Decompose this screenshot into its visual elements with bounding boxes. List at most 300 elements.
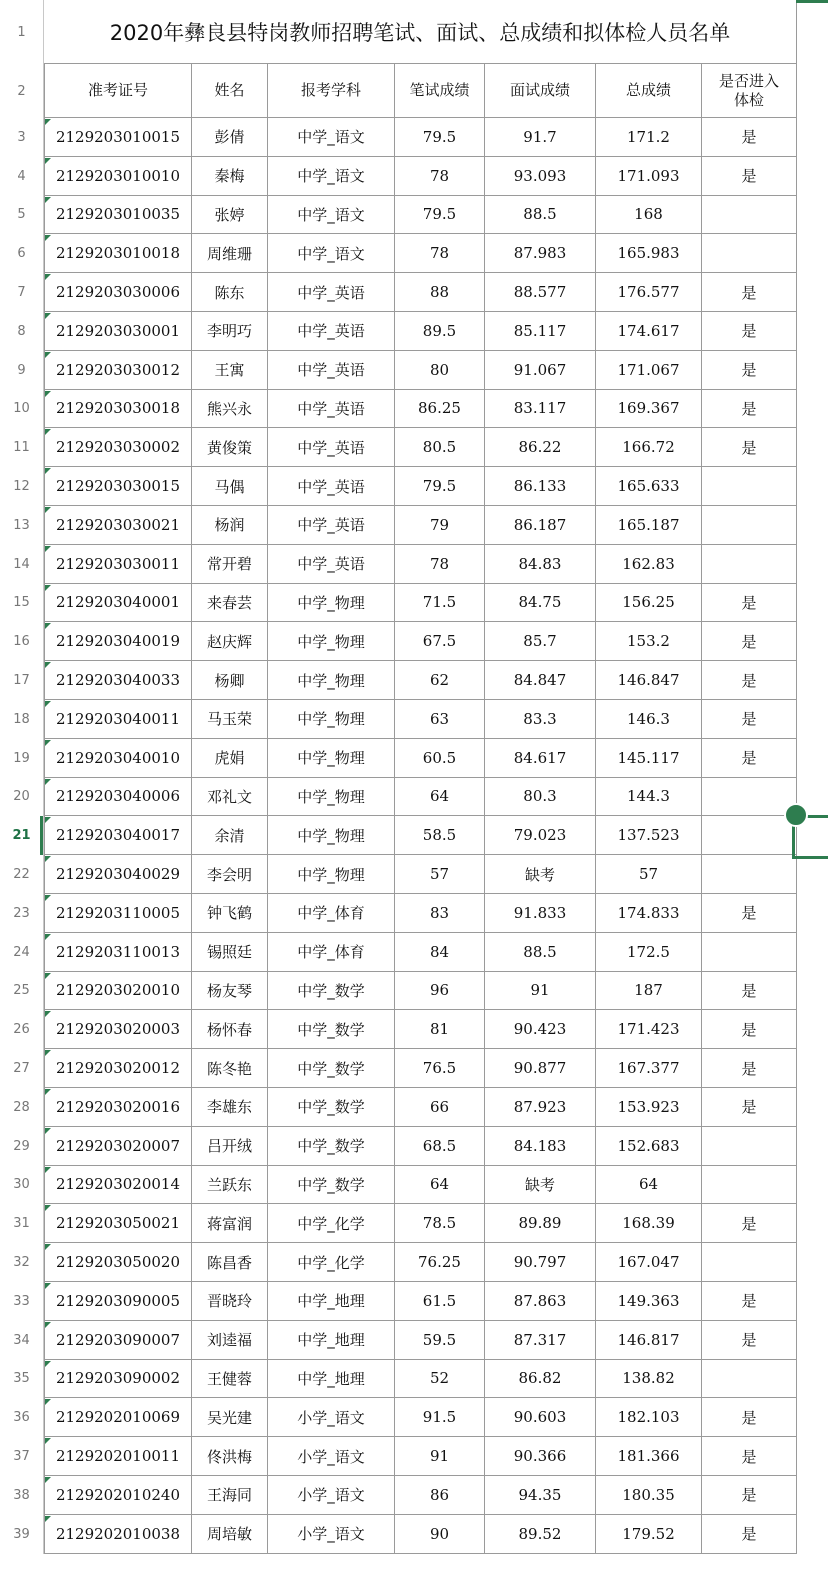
subject-cell[interactable]: 中学_物理 [268,816,395,855]
written-score-cell[interactable]: 67.5 [395,622,485,661]
exam-id-cell[interactable]: 2129203020012 [44,1049,192,1088]
row-number[interactable]: 19 [0,739,44,778]
total-score-cell[interactable]: 181.366 [596,1437,702,1476]
written-score-cell[interactable]: 96 [395,972,485,1011]
subject-cell[interactable]: 小学_语文 [268,1437,395,1476]
exam-id-cell[interactable]: 2129202010069 [44,1398,192,1437]
subject-cell[interactable]: 中学_语文 [268,234,395,273]
name-cell[interactable]: 杨润 [192,506,268,545]
name-cell[interactable]: 赵庆辉 [192,622,268,661]
name-cell[interactable]: 王寓 [192,351,268,390]
total-score-cell[interactable]: 153.923 [596,1088,702,1127]
row-number[interactable]: 28 [0,1088,44,1127]
exam-id-cell[interactable]: 2129203040001 [44,584,192,623]
written-score-cell[interactable]: 78 [395,545,485,584]
medical-exam-cell[interactable] [702,545,797,584]
written-score-cell[interactable]: 90 [395,1515,485,1554]
medical-exam-cell[interactable] [702,234,797,273]
row-number[interactable]: 36 [0,1398,44,1437]
exam-id-cell[interactable]: 2129203040010 [44,739,192,778]
subject-cell[interactable]: 小学_语文 [268,1515,395,1554]
exam-id-cell[interactable]: 2129203010035 [44,196,192,235]
column-header-written-score[interactable]: 笔试成绩 [395,64,485,118]
subject-cell[interactable]: 中学_英语 [268,351,395,390]
exam-id-cell[interactable]: 2129203040029 [44,855,192,894]
name-cell[interactable]: 余清 [192,816,268,855]
exam-id-cell[interactable]: 2129203010010 [44,157,192,196]
exam-id-cell[interactable]: 2129203090007 [44,1321,192,1360]
row-number[interactable]: 2 [0,64,44,118]
interview-score-cell[interactable]: 90.423 [485,1010,596,1049]
medical-exam-cell[interactable]: 是 [702,1049,797,1088]
medical-exam-cell[interactable]: 是 [702,118,797,157]
name-cell[interactable]: 邓礼文 [192,778,268,817]
total-score-cell[interactable]: 172.5 [596,933,702,972]
interview-score-cell[interactable]: 79.023 [485,816,596,855]
row-number[interactable]: 32 [0,1243,44,1282]
interview-score-cell[interactable]: 93.093 [485,157,596,196]
written-score-cell[interactable]: 57 [395,855,485,894]
subject-cell[interactable]: 中学_地理 [268,1282,395,1321]
medical-exam-cell[interactable]: 是 [702,622,797,661]
row-number[interactable]: 5 [0,196,44,235]
medical-exam-cell[interactable]: 是 [702,1437,797,1476]
total-score-cell[interactable]: 179.52 [596,1515,702,1554]
medical-exam-cell[interactable]: 是 [702,273,797,312]
row-number[interactable]: 1 [0,0,44,64]
row-number[interactable]: 30 [0,1166,44,1205]
medical-exam-cell[interactable]: 是 [702,1010,797,1049]
written-score-cell[interactable]: 63 [395,700,485,739]
exam-id-cell[interactable]: 2129203030015 [44,467,192,506]
name-cell[interactable]: 杨友琴 [192,972,268,1011]
interview-score-cell[interactable]: 94.35 [485,1476,596,1515]
exam-id-cell[interactable]: 2129203020010 [44,972,192,1011]
interview-score-cell[interactable]: 84.183 [485,1127,596,1166]
exam-id-cell[interactable]: 2129203040019 [44,622,192,661]
total-score-cell[interactable]: 146.847 [596,661,702,700]
exam-id-cell[interactable]: 2129202010038 [44,1515,192,1554]
total-score-cell[interactable]: 180.35 [596,1476,702,1515]
total-score-cell[interactable]: 146.817 [596,1321,702,1360]
written-score-cell[interactable]: 91.5 [395,1398,485,1437]
row-number[interactable]: 26 [0,1010,44,1049]
total-score-cell[interactable]: 138.82 [596,1360,702,1399]
medical-exam-cell[interactable]: 是 [702,1515,797,1554]
name-cell[interactable]: 常开碧 [192,545,268,584]
total-score-cell[interactable]: 176.577 [596,273,702,312]
column-header-subject[interactable]: 报考学科 [268,64,395,118]
interview-score-cell[interactable]: 87.863 [485,1282,596,1321]
medical-exam-cell[interactable] [702,778,797,817]
total-score-cell[interactable]: 152.683 [596,1127,702,1166]
interview-score-cell[interactable]: 86.133 [485,467,596,506]
subject-cell[interactable]: 中学_英语 [268,390,395,429]
written-score-cell[interactable]: 86 [395,1476,485,1515]
written-score-cell[interactable]: 66 [395,1088,485,1127]
interview-score-cell[interactable]: 83.3 [485,700,596,739]
total-score-cell[interactable]: 156.25 [596,584,702,623]
column-header-interview-score[interactable]: 面试成绩 [485,64,596,118]
written-score-cell[interactable]: 68.5 [395,1127,485,1166]
total-score-cell[interactable]: 166.72 [596,428,702,467]
medical-exam-cell[interactable] [702,1360,797,1399]
name-cell[interactable]: 晋晓玲 [192,1282,268,1321]
name-cell[interactable]: 熊兴永 [192,390,268,429]
row-number[interactable]: 22 [0,855,44,894]
column-header-medical-exam[interactable]: 是否进入体检 [702,64,797,118]
name-cell[interactable]: 兰跃东 [192,1166,268,1205]
total-score-cell[interactable]: 165.187 [596,506,702,545]
row-number[interactable]: 3 [0,118,44,157]
total-score-cell[interactable]: 149.363 [596,1282,702,1321]
row-number[interactable]: 37 [0,1437,44,1476]
exam-id-cell[interactable]: 2129203030021 [44,506,192,545]
interview-score-cell[interactable]: 90.797 [485,1243,596,1282]
name-cell[interactable]: 杨怀春 [192,1010,268,1049]
written-score-cell[interactable]: 78 [395,157,485,196]
total-score-cell[interactable]: 162.83 [596,545,702,584]
exam-id-cell[interactable]: 2129203010015 [44,118,192,157]
written-score-cell[interactable]: 58.5 [395,816,485,855]
total-score-cell[interactable]: 165.633 [596,467,702,506]
written-score-cell[interactable]: 76.25 [395,1243,485,1282]
written-score-cell[interactable]: 60.5 [395,739,485,778]
exam-id-cell[interactable]: 2129203020016 [44,1088,192,1127]
subject-cell[interactable]: 中学_体育 [268,894,395,933]
interview-score-cell[interactable]: 80.3 [485,778,596,817]
name-cell[interactable]: 王健蓉 [192,1360,268,1399]
row-number[interactable]: 17 [0,661,44,700]
subject-cell[interactable]: 中学_语文 [268,157,395,196]
medical-exam-cell[interactable] [702,1127,797,1166]
row-number[interactable]: 8 [0,312,44,351]
name-cell[interactable]: 来春芸 [192,584,268,623]
exam-id-cell[interactable]: 2129203050020 [44,1243,192,1282]
interview-score-cell[interactable]: 91.067 [485,351,596,390]
subject-cell[interactable]: 中学_数学 [268,1166,395,1205]
row-number[interactable]: 6 [0,234,44,273]
subject-cell[interactable]: 中学_物理 [268,700,395,739]
row-number[interactable]: 34 [0,1321,44,1360]
subject-cell[interactable]: 中学_化学 [268,1243,395,1282]
total-score-cell[interactable]: 174.617 [596,312,702,351]
row-number[interactable]: 25 [0,972,44,1011]
total-score-cell[interactable]: 171.093 [596,157,702,196]
medical-exam-cell[interactable]: 是 [702,390,797,429]
exam-id-cell[interactable]: 2129202010011 [44,1437,192,1476]
name-cell[interactable]: 佟洪梅 [192,1437,268,1476]
name-cell[interactable]: 张婷 [192,196,268,235]
subject-cell[interactable]: 中学_地理 [268,1321,395,1360]
written-score-cell[interactable]: 61.5 [395,1282,485,1321]
row-number[interactable]: 10 [0,390,44,429]
written-score-cell[interactable]: 80.5 [395,428,485,467]
medical-exam-cell[interactable]: 是 [702,157,797,196]
interview-score-cell[interactable]: 84.83 [485,545,596,584]
written-score-cell[interactable]: 59.5 [395,1321,485,1360]
row-number[interactable]: 31 [0,1204,44,1243]
medical-exam-cell[interactable]: 是 [702,1398,797,1437]
medical-exam-cell[interactable]: 是 [702,428,797,467]
row-number[interactable]: 27 [0,1049,44,1088]
row-number[interactable]: 23 [0,894,44,933]
subject-cell[interactable]: 中学_地理 [268,1360,395,1399]
subject-cell[interactable]: 中学_化学 [268,1204,395,1243]
subject-cell[interactable]: 中学_物理 [268,739,395,778]
selection-handle[interactable] [784,803,808,827]
written-score-cell[interactable]: 83 [395,894,485,933]
name-cell[interactable]: 王海同 [192,1476,268,1515]
interview-score-cell[interactable]: 91.7 [485,118,596,157]
exam-id-cell[interactable]: 2129203050021 [44,1204,192,1243]
name-cell[interactable]: 吴光建 [192,1398,268,1437]
subject-cell[interactable]: 中学_语文 [268,118,395,157]
medical-exam-cell[interactable]: 是 [702,312,797,351]
exam-id-cell[interactable]: 2129203030011 [44,545,192,584]
total-score-cell[interactable]: 153.2 [596,622,702,661]
total-score-cell[interactable]: 64 [596,1166,702,1205]
name-cell[interactable]: 陈昌香 [192,1243,268,1282]
total-score-cell[interactable]: 169.367 [596,390,702,429]
exam-id-cell[interactable]: 2129203040011 [44,700,192,739]
medical-exam-cell[interactable]: 是 [702,584,797,623]
written-score-cell[interactable]: 78 [395,234,485,273]
row-number[interactable]: 11 [0,428,44,467]
name-cell[interactable]: 马偶 [192,467,268,506]
exam-id-cell[interactable]: 2129203090002 [44,1360,192,1399]
subject-cell[interactable]: 中学_物理 [268,661,395,700]
interview-score-cell[interactable]: 缺考 [485,1166,596,1205]
total-score-cell[interactable]: 144.3 [596,778,702,817]
subject-cell[interactable]: 中学_物理 [268,855,395,894]
medical-exam-cell[interactable]: 是 [702,351,797,390]
total-score-cell[interactable]: 145.117 [596,739,702,778]
subject-cell[interactable]: 中学_英语 [268,312,395,351]
name-cell[interactable]: 虎娟 [192,739,268,778]
medical-exam-cell[interactable]: 是 [702,1088,797,1127]
medical-exam-cell[interactable]: 是 [702,1321,797,1360]
interview-score-cell[interactable]: 87.923 [485,1088,596,1127]
exam-id-cell[interactable]: 2129203030001 [44,312,192,351]
subject-cell[interactable]: 中学_物理 [268,622,395,661]
row-number[interactable]: 12 [0,467,44,506]
exam-id-cell[interactable]: 2129203010018 [44,234,192,273]
medical-exam-cell[interactable]: 是 [702,894,797,933]
subject-cell[interactable]: 中学_语文 [268,196,395,235]
written-score-cell[interactable]: 89.5 [395,312,485,351]
exam-id-cell[interactable]: 2129203040006 [44,778,192,817]
medical-exam-cell[interactable]: 是 [702,972,797,1011]
row-number[interactable]: 7 [0,273,44,312]
total-score-cell[interactable]: 187 [596,972,702,1011]
exam-id-cell[interactable]: 2129203020014 [44,1166,192,1205]
medical-exam-cell[interactable] [702,196,797,235]
exam-id-cell[interactable]: 2129203040033 [44,661,192,700]
exam-id-cell[interactable]: 2129203030018 [44,390,192,429]
subject-cell[interactable]: 小学_语文 [268,1476,395,1515]
interview-score-cell[interactable]: 87.317 [485,1321,596,1360]
total-score-cell[interactable]: 137.523 [596,816,702,855]
name-cell[interactable]: 杨卿 [192,661,268,700]
total-score-cell[interactable]: 167.377 [596,1049,702,1088]
name-cell[interactable]: 陈东 [192,273,268,312]
row-number[interactable]: 4 [0,157,44,196]
row-number[interactable]: 18 [0,700,44,739]
interview-score-cell[interactable]: 84.617 [485,739,596,778]
subject-cell[interactable]: 中学_英语 [268,428,395,467]
exam-id-cell[interactable]: 2129203030002 [44,428,192,467]
exam-id-cell[interactable]: 2129202010240 [44,1476,192,1515]
interview-score-cell[interactable]: 90.603 [485,1398,596,1437]
name-cell[interactable]: 刘逵福 [192,1321,268,1360]
total-score-cell[interactable]: 171.423 [596,1010,702,1049]
subject-cell[interactable]: 小学_语文 [268,1398,395,1437]
written-score-cell[interactable]: 86.25 [395,390,485,429]
medical-exam-cell[interactable] [702,933,797,972]
written-score-cell[interactable]: 91 [395,1437,485,1476]
row-number[interactable]: 15 [0,584,44,623]
written-score-cell[interactable]: 78.5 [395,1204,485,1243]
name-cell[interactable]: 陈冬艳 [192,1049,268,1088]
interview-score-cell[interactable]: 83.117 [485,390,596,429]
total-score-cell[interactable]: 168 [596,196,702,235]
total-score-cell[interactable]: 146.3 [596,700,702,739]
written-score-cell[interactable]: 76.5 [395,1049,485,1088]
written-score-cell[interactable]: 80 [395,351,485,390]
written-score-cell[interactable]: 64 [395,1166,485,1205]
exam-id-cell[interactable]: 2129203040017 [44,816,192,855]
name-cell[interactable]: 蒋富润 [192,1204,268,1243]
interview-score-cell[interactable]: 88.5 [485,933,596,972]
interview-score-cell[interactable]: 缺考 [485,855,596,894]
name-cell[interactable]: 黄俊策 [192,428,268,467]
interview-score-cell[interactable]: 88.5 [485,196,596,235]
exam-id-cell[interactable]: 2129203110013 [44,933,192,972]
sheet-title[interactable]: 2020年彝良县特岗教师招聘笔试、面试、总成绩和拟体检人员名单 [44,0,797,64]
total-score-cell[interactable]: 168.39 [596,1204,702,1243]
total-score-cell[interactable]: 57 [596,855,702,894]
exam-id-cell[interactable]: 2129203020003 [44,1010,192,1049]
exam-id-cell[interactable]: 2129203030006 [44,273,192,312]
row-number[interactable]: 38 [0,1476,44,1515]
total-score-cell[interactable]: 171.067 [596,351,702,390]
interview-score-cell[interactable]: 89.89 [485,1204,596,1243]
total-score-cell[interactable]: 174.833 [596,894,702,933]
name-cell[interactable]: 吕开绒 [192,1127,268,1166]
medical-exam-cell[interactable]: 是 [702,1204,797,1243]
subject-cell[interactable]: 中学_英语 [268,467,395,506]
written-score-cell[interactable]: 79.5 [395,118,485,157]
written-score-cell[interactable]: 81 [395,1010,485,1049]
subject-cell[interactable]: 中学_体育 [268,933,395,972]
written-score-cell[interactable]: 84 [395,933,485,972]
row-number[interactable]: 20 [0,778,44,817]
name-cell[interactable]: 锡照廷 [192,933,268,972]
interview-score-cell[interactable]: 86.187 [485,506,596,545]
medical-exam-cell[interactable]: 是 [702,1476,797,1515]
row-number[interactable]: 35 [0,1360,44,1399]
row-number[interactable]: 9 [0,351,44,390]
row-number[interactable]: 33 [0,1282,44,1321]
medical-exam-cell[interactable] [702,1166,797,1205]
column-header-name[interactable]: 姓名 [192,64,268,118]
name-cell[interactable]: 李会明 [192,855,268,894]
exam-id-cell[interactable]: 2129203020007 [44,1127,192,1166]
exam-id-cell[interactable]: 2129203110005 [44,894,192,933]
written-score-cell[interactable]: 62 [395,661,485,700]
medical-exam-cell[interactable] [702,1243,797,1282]
name-cell[interactable]: 马玉荣 [192,700,268,739]
interview-score-cell[interactable]: 87.983 [485,234,596,273]
name-cell[interactable]: 周维珊 [192,234,268,273]
exam-id-cell[interactable]: 2129203090005 [44,1282,192,1321]
medical-exam-cell[interactable]: 是 [702,1282,797,1321]
interview-score-cell[interactable]: 84.75 [485,584,596,623]
written-score-cell[interactable]: 79.5 [395,467,485,506]
subject-cell[interactable]: 中学_数学 [268,1010,395,1049]
medical-exam-cell[interactable] [702,506,797,545]
row-number[interactable]: 39 [0,1515,44,1554]
name-cell[interactable]: 周培敏 [192,1515,268,1554]
medical-exam-cell[interactable]: 是 [702,700,797,739]
subject-cell[interactable]: 中学_数学 [268,1088,395,1127]
column-header-exam-id[interactable]: 准考证号 [44,64,192,118]
interview-score-cell[interactable]: 89.52 [485,1515,596,1554]
interview-score-cell[interactable]: 90.877 [485,1049,596,1088]
total-score-cell[interactable]: 182.103 [596,1398,702,1437]
interview-score-cell[interactable]: 86.82 [485,1360,596,1399]
subject-cell[interactable]: 中学_英语 [268,273,395,312]
subject-cell[interactable]: 中学_数学 [268,972,395,1011]
total-score-cell[interactable]: 171.2 [596,118,702,157]
column-header-total-score[interactable]: 总成绩 [596,64,702,118]
interview-score-cell[interactable]: 85.7 [485,622,596,661]
row-number[interactable]: 16 [0,622,44,661]
row-number[interactable]: 24 [0,933,44,972]
interview-score-cell[interactable]: 84.847 [485,661,596,700]
medical-exam-cell[interactable]: 是 [702,739,797,778]
row-number[interactable]: 21 [0,816,44,855]
name-cell[interactable]: 钟飞鹤 [192,894,268,933]
name-cell[interactable]: 李明巧 [192,312,268,351]
written-score-cell[interactable]: 79.5 [395,196,485,235]
interview-score-cell[interactable]: 90.366 [485,1437,596,1476]
medical-exam-cell[interactable]: 是 [702,661,797,700]
interview-score-cell[interactable]: 91.833 [485,894,596,933]
interview-score-cell[interactable]: 88.577 [485,273,596,312]
name-cell[interactable]: 李雄东 [192,1088,268,1127]
interview-score-cell[interactable]: 85.117 [485,312,596,351]
subject-cell[interactable]: 中学_物理 [268,584,395,623]
written-score-cell[interactable]: 88 [395,273,485,312]
medical-exam-cell[interactable] [702,816,797,855]
subject-cell[interactable]: 中学_英语 [268,545,395,584]
subject-cell[interactable]: 中学_英语 [268,506,395,545]
medical-exam-cell[interactable] [702,467,797,506]
row-number[interactable]: 14 [0,545,44,584]
written-score-cell[interactable]: 52 [395,1360,485,1399]
subject-cell[interactable]: 中学_物理 [268,778,395,817]
row-number[interactable]: 13 [0,506,44,545]
name-cell[interactable]: 彭倩 [192,118,268,157]
row-number[interactable]: 29 [0,1127,44,1166]
written-score-cell[interactable]: 64 [395,778,485,817]
subject-cell[interactable]: 中学_数学 [268,1049,395,1088]
total-score-cell[interactable]: 167.047 [596,1243,702,1282]
subject-cell[interactable]: 中学_数学 [268,1127,395,1166]
name-cell[interactable]: 秦梅 [192,157,268,196]
